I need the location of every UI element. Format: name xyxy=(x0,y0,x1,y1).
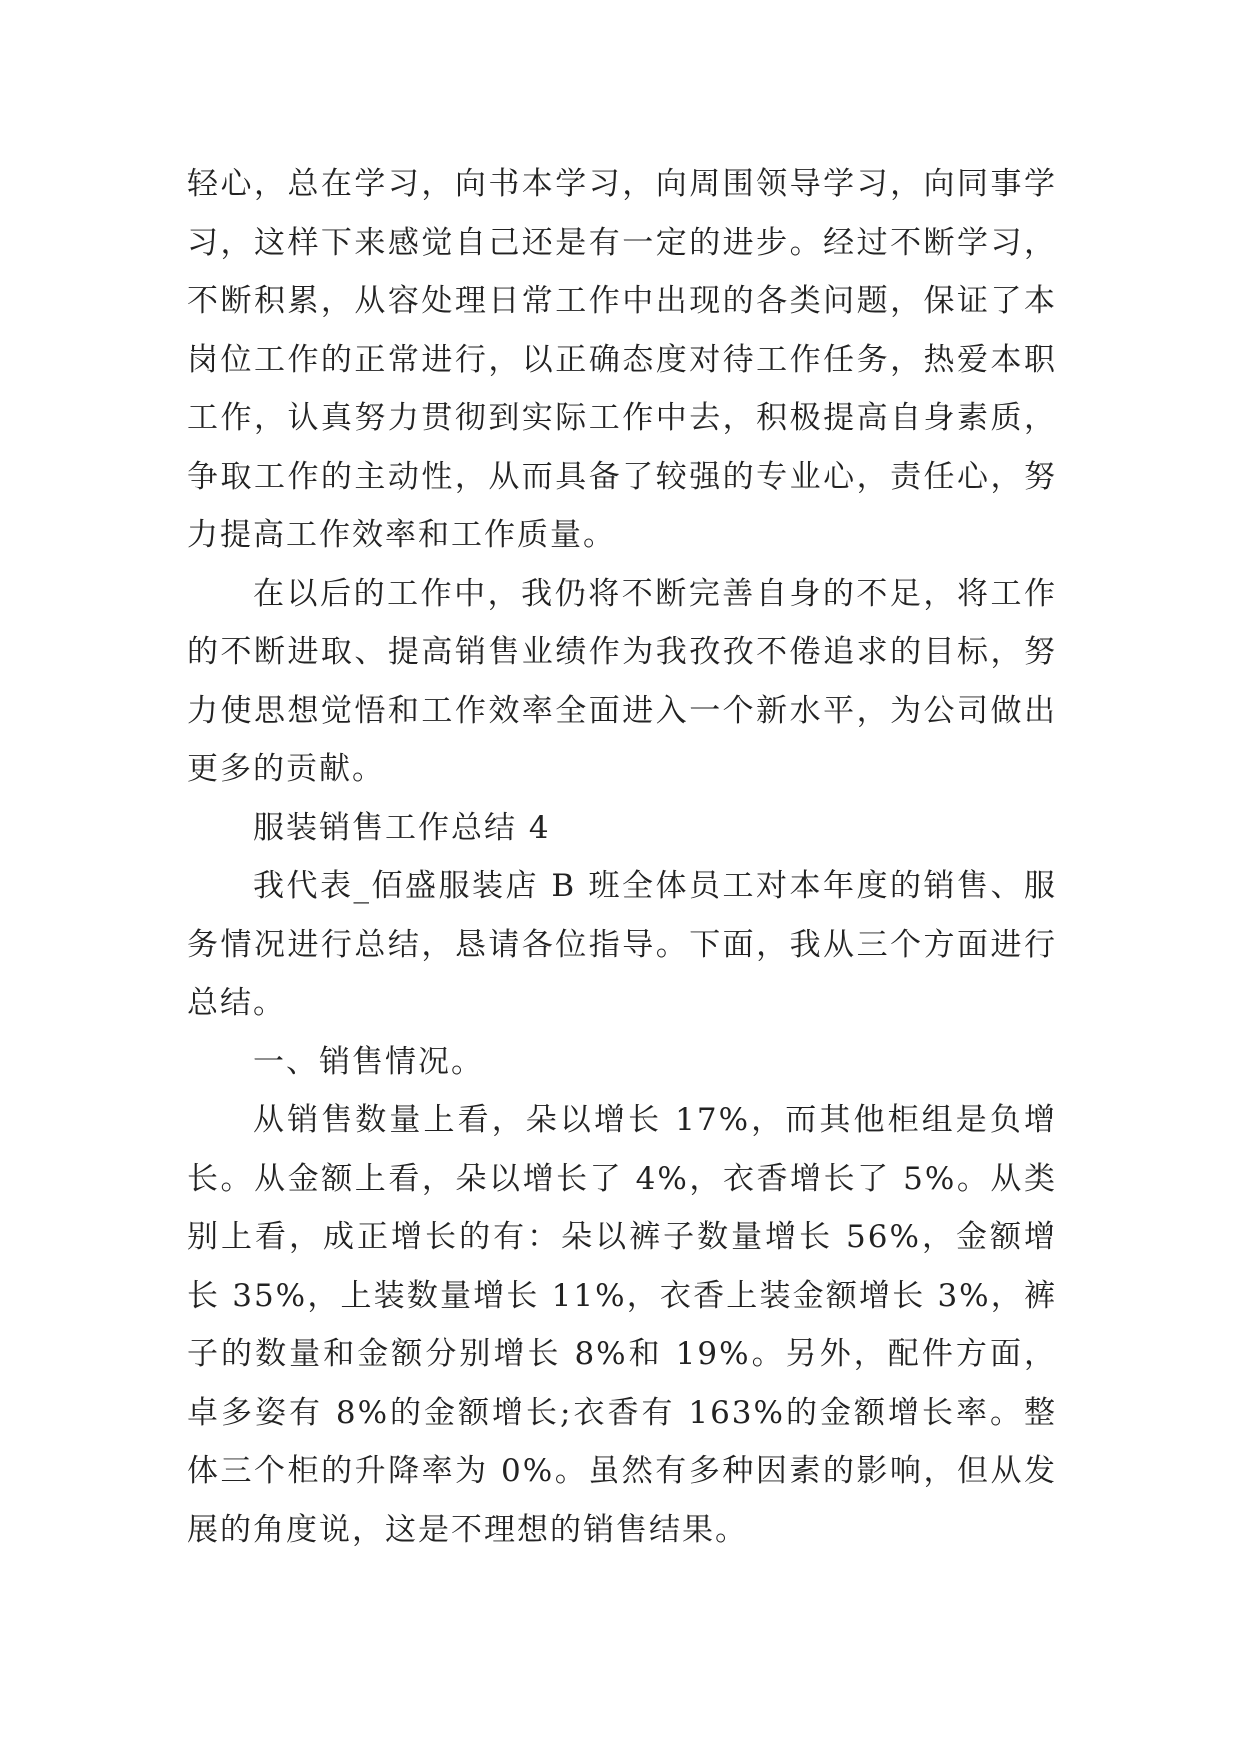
paragraph-future-work: 在以后的工作中，我仍将不断完善自身的不足，将工作的不断进取、提高销售业绩作为我孜孜不倦追求的目标，努力使思想觉悟和工作效率全面进入一个新水平，为公司做出更多的贡献。 xyxy=(187,575,1057,787)
document-body xyxy=(187,155,1057,1559)
section-title: 服装销售工作总结 4 xyxy=(253,809,551,846)
paragraph-sales-details: 从销售数量上看，朵以增长 17%，而其他柜组是负增长。从金额上看，朵以增长了 4%，衣香增长了 5%。从类别上看，成正增长的有：朵以裤子数量增长 56%，金额增长 35%，上装数量增长 11%，衣香上装金额增长 3%，裤子的数量和金额分别增长 8%和 19%。另外，配件方面，卓多姿有 8%的金额增长;衣香有 163%的金额增长率。整体三个柜的升降率为 0%。虽然有多种因素的影响，但从发展的角度说，这是不理想的销售结果。 xyxy=(187,1102,1057,1548)
paragraph-continuation: 轻心，总在学习，向书本学习，向周围领导学习，向同事学习，这样下来感觉自己还是有一定的进步。经过不断学习，不断积累，从容处理日常工作中出现的各类问题，保证了本岗位工作的正常进行，以正确态度对待工作任务，热爱本职工作，认真努力贯彻到实际工作中去，积极提高自身素质，争取工作的主动性，从而具备了较强的专业心，责任心，努力提高工作效率和工作质量。 xyxy=(187,166,1057,553)
paragraph-intro: 我代表_佰盛服装店 B 班全体员工对本年度的销售、服务情况进行总结，恳请各位指导。下面，我从三个方面进行总结。 xyxy=(187,868,1057,1021)
subsection-title-sales: 一、销售情况。 xyxy=(253,1043,484,1080)
